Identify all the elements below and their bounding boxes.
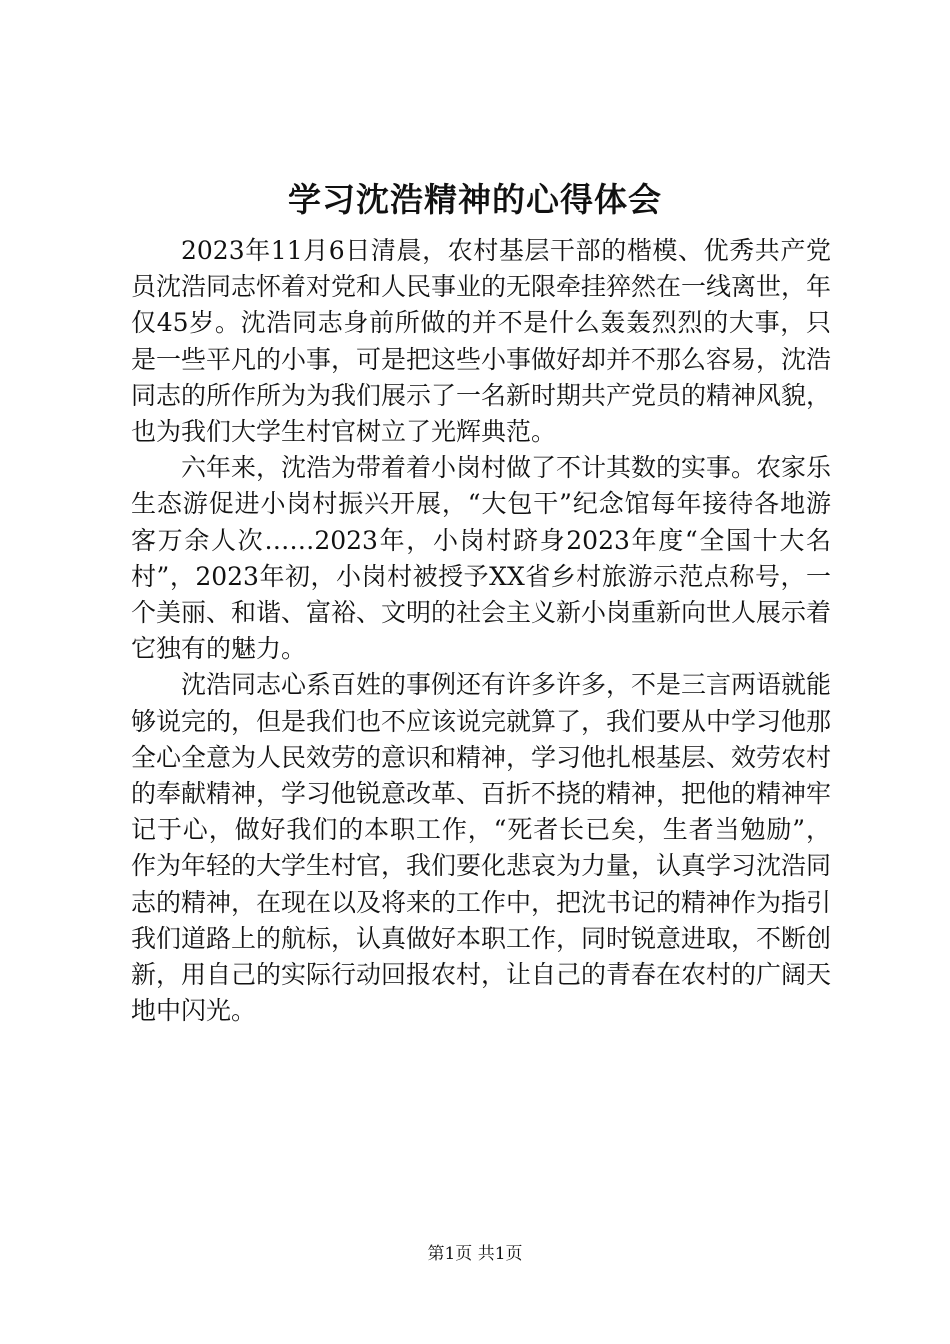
paragraph-1: 2023年11月6日清晨，农村基层干部的楷模、优秀共产党员沈浩同志怀着对党和人民事业的无限牵挂猝然在一线离世，年仅45岁。沈浩同志身前所做的并不是什么轰轰烈烈的大事，只是一些平凡的小事，可是把这些小事做好却并不那么容易，沈浩同志的所作所为为我们展示了一名新时期共产党员的精神风貌，也为我们大学生村官树立了光辉典范。 [131, 236, 832, 447]
document-body [131, 233, 831, 1029]
document-title: 学习沈浩精神的心得体会 [288, 180, 662, 219]
page-footer: 第1页 共1页 [427, 1244, 523, 1264]
paragraph-3: 沈浩同志心系百姓的事例还有许多许多，不是三言两语就能够说完的，但是我们也不应该说完就算了，我们要从中学习他那全心全意为人民效劳的意识和精神，学习他扎根基层、效劳农村的奉献精神，学习他锐意改革、百折不挠的精神，把他的精神牢记于心，做好我们的本职工作，“死者长已矣，生者当勉励”，作为年轻的大学生村官，我们要化悲哀为力量，认真学习沈浩同志的精神，在现在以及将来的工作中，把沈书记的精神作为指引我们道路上的航标，认真做好本职工作，同时锐意进取，不断创新，用自己的实际行动回报农村，让自己的青春在农村的广阔天地中闪光。 [131, 670, 832, 1026]
paragraph-2: 六年来，沈浩为带着着小岗村做了不计其数的实事。农家乐生态游促进小岗村振兴开展，“大包干”纪念馆每年接待各地游客万余人次……2023年，小岗村跻身2023年度“全国十大名村”，2023年初，小岗村被授予XX省乡村旅游示范点称号，一个美丽、和谐、富裕、文明的社会主义新小岗重新向世人展示着它独有的魅力。 [131, 453, 832, 664]
